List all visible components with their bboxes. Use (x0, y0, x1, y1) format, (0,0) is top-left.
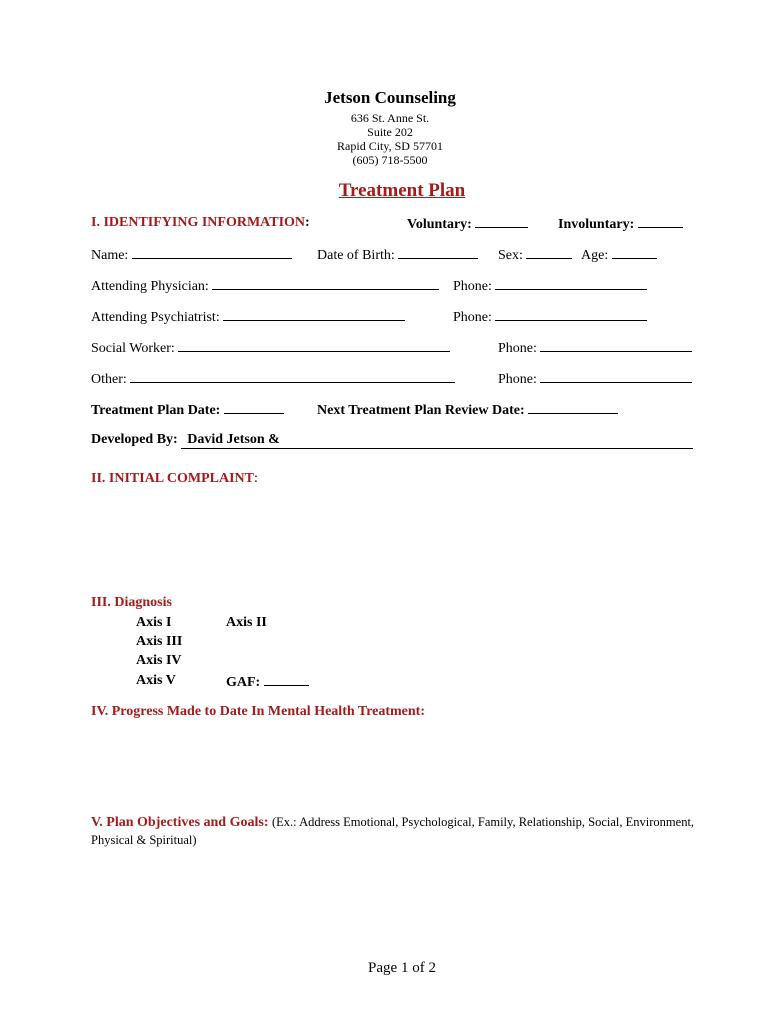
sex-field (498, 246, 572, 264)
involuntary-label: Involuntary: (558, 217, 635, 232)
dob-field (317, 246, 478, 264)
social-worker-phone-input[interactable] (540, 339, 692, 352)
dob-label: Date of Birth: (317, 248, 395, 263)
phone-label: Phone: (453, 310, 492, 325)
name-field (91, 246, 292, 264)
physician-phone-input[interactable] (495, 277, 647, 290)
involuntary-input[interactable] (638, 215, 683, 228)
voluntary-field (407, 215, 528, 233)
developed-by-input[interactable] (181, 432, 693, 449)
social-worker-phone-field (498, 339, 692, 357)
section-3-heading: III. Diagnosis (91, 595, 172, 610)
review-date-field (317, 401, 618, 419)
social-worker-input[interactable] (178, 339, 450, 352)
section-1-title: I. IDENTIFYING INFORMATION (91, 215, 306, 230)
voluntary-label: Voluntary: (407, 217, 472, 232)
org-phone: (605) 718-5500 (352, 153, 428, 167)
other-phone-field (498, 370, 692, 388)
name-input[interactable] (132, 246, 292, 259)
developed-by-label: Developed By: (91, 432, 178, 447)
psychiatrist-phone-field (453, 308, 647, 326)
gaf-input[interactable] (264, 673, 309, 686)
social-worker-label: Social Worker: (91, 341, 175, 356)
org-name: Jetson Counseling (324, 88, 456, 107)
address-line-1: 636 St. Anne St. (350, 111, 430, 125)
axis-4-label: Axis IV (136, 653, 182, 668)
other-phone-input[interactable] (540, 370, 692, 383)
involuntary-field (558, 215, 683, 233)
other-label: Other: (91, 372, 127, 387)
gaf-field (226, 673, 309, 691)
section-2-title: II. INITIAL COMPLAINT (91, 471, 254, 486)
section-5-hint-line-2: Physical & Spiritual) (91, 833, 197, 847)
age-field (581, 246, 657, 264)
sex-label: Sex: (498, 248, 523, 263)
address-line-2: Suite 202 (367, 125, 413, 139)
psychiatrist-phone-input[interactable] (495, 308, 647, 321)
physician-input[interactable] (212, 277, 439, 290)
section-5-title: V. Plan Objectives and Goals: (91, 815, 269, 830)
other-input[interactable] (130, 370, 455, 383)
psychiatrist-label: Attending Psychiatrist: (91, 310, 220, 325)
axis-2-label: Axis II (226, 615, 267, 630)
psychiatrist-field (91, 308, 405, 326)
name-label: Name: (91, 248, 129, 263)
address-line-3: Rapid City, SD 57701 (337, 139, 443, 153)
section-4-heading: IV. Progress Made to Date In Mental Health Treatment: (91, 704, 426, 719)
age-label: Age: (581, 248, 609, 263)
review-date-label: Next Treatment Plan Review Date: (317, 403, 525, 418)
section-1-heading: I. IDENTIFYING INFORMATION: (91, 215, 310, 230)
psychiatrist-input[interactable] (223, 308, 405, 321)
developed-by-field (91, 432, 693, 449)
plan-date-input[interactable] (224, 401, 284, 414)
gaf-label: GAF: (226, 675, 261, 690)
plan-date-field (91, 401, 284, 419)
physician-label: Attending Physician: (91, 279, 209, 294)
section-5-heading-row (91, 815, 694, 831)
section-5-hint-line-1: (Ex.: Address Emotional, Psychological, Family, Relationship, Social, Environment, (271, 815, 695, 829)
physician-field (91, 277, 439, 295)
physician-phone-field (453, 277, 647, 295)
plan-date-label: Treatment Plan Date: (91, 403, 221, 418)
social-worker-field (91, 339, 450, 357)
other-field (91, 370, 455, 388)
phone-label: Phone: (498, 341, 537, 356)
page-number: Page 1 of 2 (368, 960, 436, 976)
voluntary-input[interactable] (475, 215, 528, 228)
section-2-heading: II. INITIAL COMPLAINT: (91, 471, 258, 486)
age-input[interactable] (612, 246, 657, 259)
phone-label: Phone: (453, 279, 492, 294)
phone-label: Phone: (498, 372, 537, 387)
page-title: Treatment Plan (338, 180, 466, 201)
axis-1-label: Axis I (136, 615, 172, 630)
developed-by-value: David Jetson & (187, 432, 280, 447)
review-date-input[interactable] (528, 401, 618, 414)
axis-3-label: Axis III (136, 634, 183, 649)
dob-input[interactable] (398, 246, 478, 259)
axis-5-label: Axis V (136, 673, 176, 688)
sex-input[interactable] (526, 246, 572, 259)
